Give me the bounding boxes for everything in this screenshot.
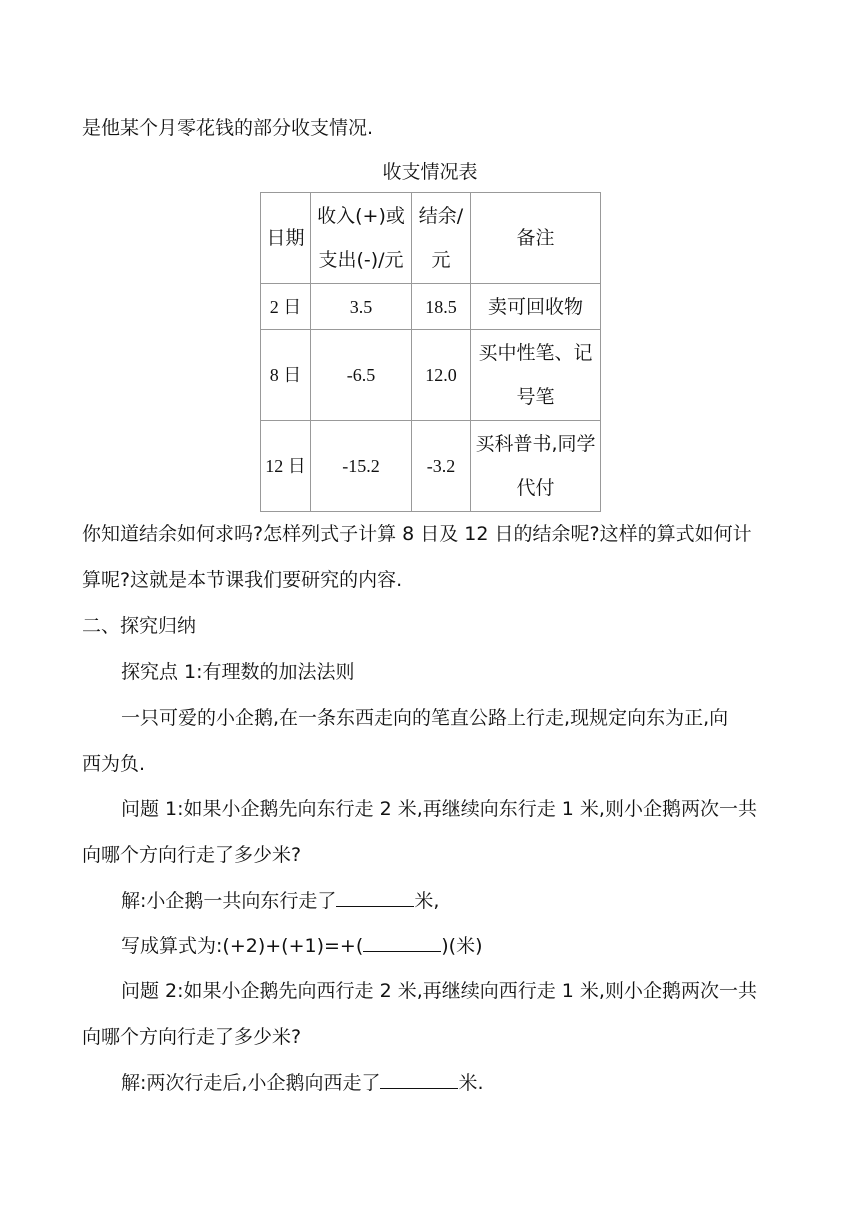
header-note-label: 备注 [516, 227, 555, 249]
table-caption: 收支情况表 [382, 161, 478, 183]
penguin-intro-line1: 一只可爱的小企鹅,在一条东西走向的笔直公路上行走,现规定向东为正,向 [121, 707, 729, 729]
penguin-intro-line2: 西为负. [82, 753, 146, 775]
problem1-formula-prefix: 写成算式为:(+2)+(+1)=+( [121, 935, 364, 957]
explore-point-title: 探究点 1:有理数的加法法则 [121, 661, 355, 683]
header-amount-line1: 收入(+)或 [317, 205, 405, 227]
table-row [261, 284, 601, 330]
header-date-label: 日期 [266, 227, 305, 249]
problem2-answer-prefix: 解:两次行走后,小企鹅向西走了 [121, 1072, 381, 1094]
header-note [471, 193, 601, 284]
table-row [261, 421, 601, 512]
section-heading: 二、探究归纳 [82, 615, 197, 637]
question-paragraph-line2: 算呢?这就是本节课我们要研究的内容. [82, 569, 403, 591]
row-note-line1: 买科普书,同学 [475, 433, 596, 455]
problem2-answer-suffix: 米. [458, 1072, 484, 1094]
header-balance [412, 193, 471, 284]
header-balance-line1: 结余/ [418, 205, 464, 227]
problem2-answer [121, 1070, 484, 1095]
row-amount: -6.5 [311, 330, 412, 421]
problem1-answer-blank[interactable] [336, 888, 414, 907]
question-paragraph-line1: 你知道结余如何求吗?怎样列式子计算 8 日及 12 日的结余呢?这样的算式如何计 [82, 523, 752, 545]
problem1-answer-suffix: 米, [414, 890, 440, 912]
table-row [261, 330, 601, 421]
row-note [471, 330, 601, 421]
problem2-line2: 向哪个方向行走了多少米? [82, 1026, 302, 1048]
header-amount-line2: 支出(-)/元 [318, 249, 404, 271]
problem2-line1: 问题 2:如果小企鹅先向西行走 2 米,再继续向西行走 1 米,则小企鹅两次一共 [121, 980, 757, 1002]
row-date: 2 日 [261, 284, 311, 330]
header-balance-line2: 元 [431, 249, 451, 271]
problem1-line1: 问题 1:如果小企鹅先向东行走 2 米,再继续向东行走 1 米,则小企鹅两次一共 [121, 798, 757, 820]
problem1-answer [121, 888, 439, 913]
header-amount [311, 193, 412, 284]
row-note: 卖可回收物 [471, 284, 601, 330]
row-amount: -15.2 [311, 421, 412, 512]
row-date: 12 日 [261, 421, 311, 512]
problem2-answer-blank[interactable] [380, 1070, 458, 1089]
income-expense-table [260, 192, 601, 512]
row-date: 8 日 [261, 330, 311, 421]
row-balance: 12.0 [412, 330, 471, 421]
row-note-line2: 代付 [516, 477, 555, 499]
problem1-formula-blank[interactable] [363, 933, 441, 952]
row-balance: 18.5 [412, 284, 471, 330]
header-date [261, 193, 311, 284]
problem1-line2: 向哪个方向行走了多少米? [82, 844, 302, 866]
row-balance: -3.2 [412, 421, 471, 512]
intro-line: 是他某个月零花钱的部分收支情况. [82, 117, 374, 139]
row-amount: 3.5 [311, 284, 412, 330]
row-note-line2: 号笔 [516, 386, 555, 408]
row-note [471, 421, 601, 512]
problem1-formula [121, 933, 483, 958]
problem1-answer-prefix: 解:小企鹅一共向东行走了 [121, 890, 337, 912]
problem1-formula-suffix: )(米) [441, 935, 483, 957]
table-header-row [261, 193, 601, 284]
row-note-line1: 买中性笔、记 [478, 342, 593, 364]
